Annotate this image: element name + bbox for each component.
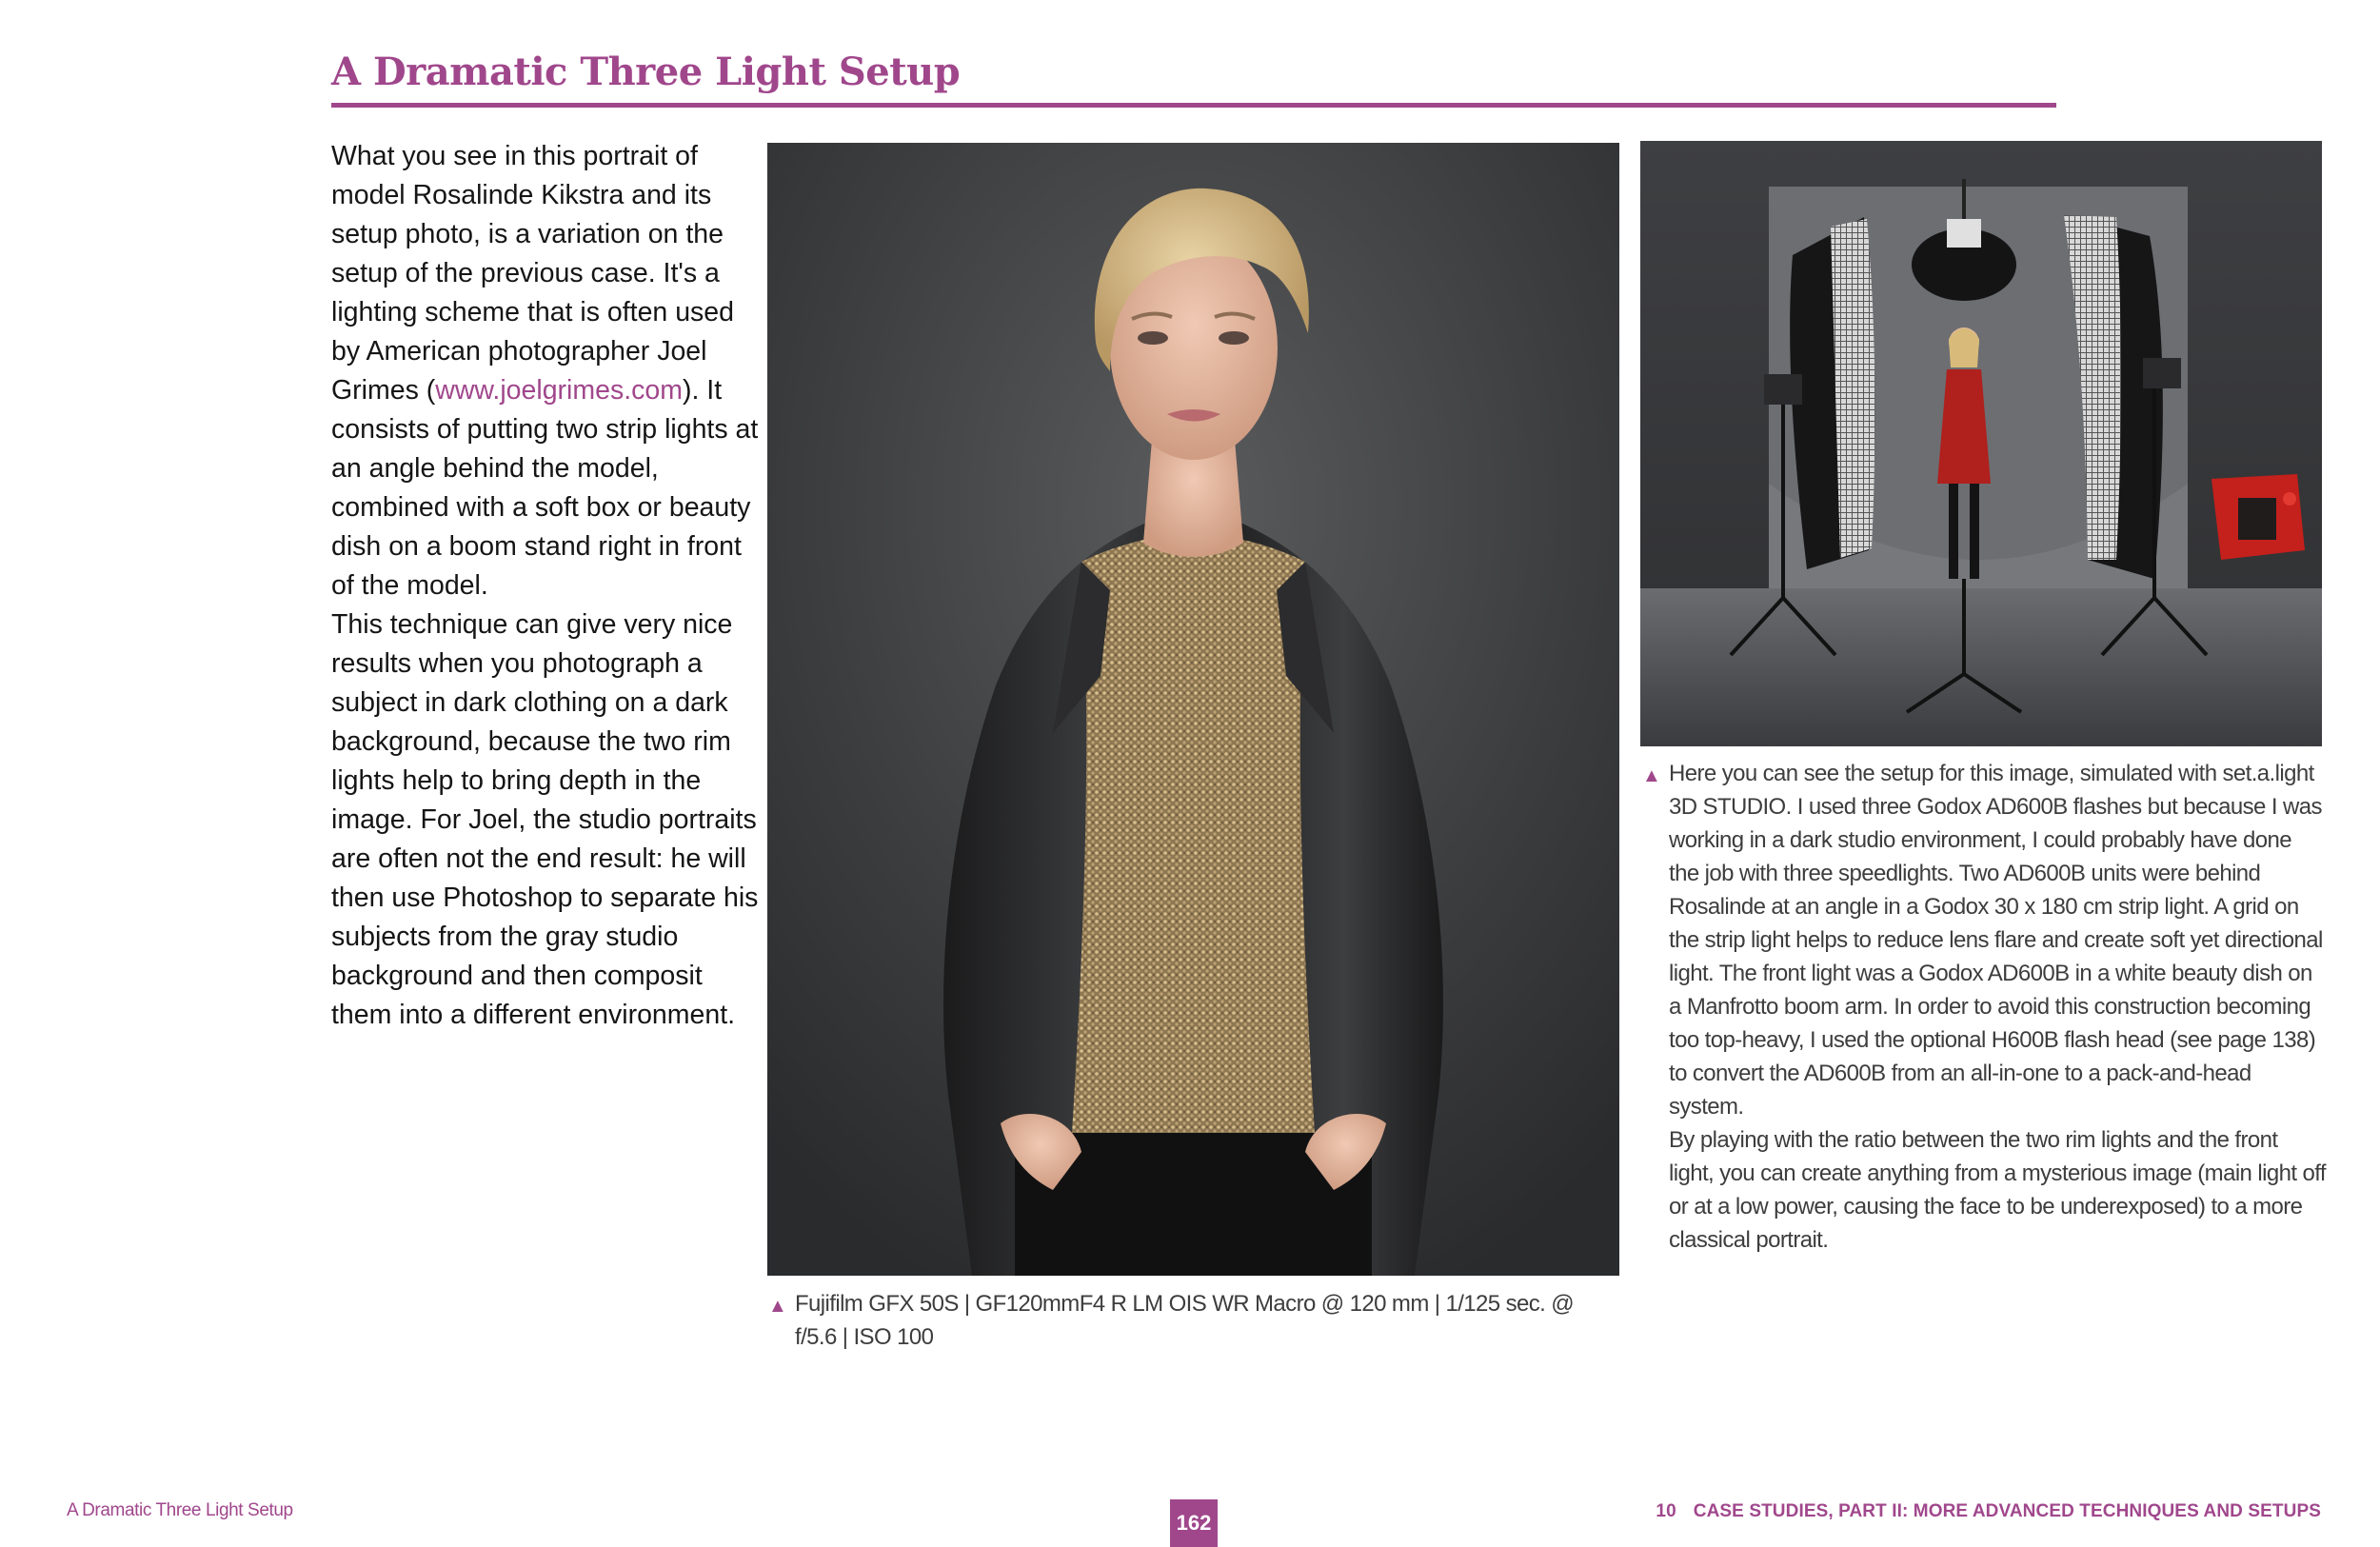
triangle-up-icon: ▲ (1642, 765, 1661, 786)
portrait-caption (768, 1287, 1614, 1354)
triangle-up-icon: ▲ (768, 1296, 787, 1317)
body-paragraph-1-end: ). It consists of putting two strip lights at an angle behind the model, combined with a soft box or beauty dish on a boom stand right in front of the model. (331, 375, 759, 601)
portrait-photo (767, 143, 1619, 1276)
setup-caption (1642, 757, 2326, 1257)
body-paragraph-1 (331, 137, 764, 605)
portrait-caption-text: Fujifilm GFX 50S | GF120mmF4 R LM OIS WR Macro @ 120 mm | 1/125 sec. @ f/5.6 | ISO 100 (795, 1291, 1575, 1350)
setup-caption-paragraph-2: By playing with the ratio between the two rim lights and the front light, you can create anything from a mysterious image (main light off or at a low power, causing the face to be underexposed) to a more classical portrait. (1669, 1127, 2326, 1253)
title-underline (331, 103, 2056, 108)
body-paragraph-2: This technique can give very nice results when you photograph a subject in dark clothing on a dark background, because the two rim lights help to bring depth in the image. For Joel, the studio portraits are often not the end result: he will then use Photoshop to separate his subjects from the gray studio background and then composit them into a different environment. (331, 609, 759, 1030)
website-link[interactable]: www.joelgrimes.com (435, 375, 683, 406)
body-text (331, 137, 764, 1035)
page-number: 162 (1170, 1499, 1218, 1547)
footer-chapter (1656, 1501, 2321, 1522)
page-title: A Dramatic Three Light Setup (331, 50, 961, 94)
chapter-title: CASE STUDIES, PART II: MORE ADVANCED TECHNIQUES AND SETUPS (1693, 1501, 2321, 1521)
lighting-setup-photo (1640, 141, 2322, 746)
setup-caption-paragraph-1: Here you can see the setup for this image, simulated with set.a.light 3D STUDIO. I used three Godox AD600B flashes but because I was working in a dark studio environment, I could probably have done the job with three speedlights. Two AD600B units were behind Rosalinde at an angle in a Godox 30 x 180 cm strip light. A grid on the strip light helps to reduce lens flare and create soft yet directional light. The front light was a Godox AD600B in a white beauty dish on a Manfrotto boom arm. In order to avoid this construction becoming too top-heavy, I used the optional H600B flash head (see page 138) to convert the AD600B from an all-in-one to a pack-and-head system. (1669, 761, 2323, 1120)
footer-section-title: A Dramatic Three Light Setup (67, 1500, 293, 1520)
body-paragraph-1-start: What you see in this portrait of model Rosalinde Kikstra and its setup photo, is a variation on the setup of the previous case. It's a lighting scheme that is often used by American photographer Joel Grimes ( (331, 141, 735, 406)
chapter-number: 10 (1656, 1501, 1676, 1521)
